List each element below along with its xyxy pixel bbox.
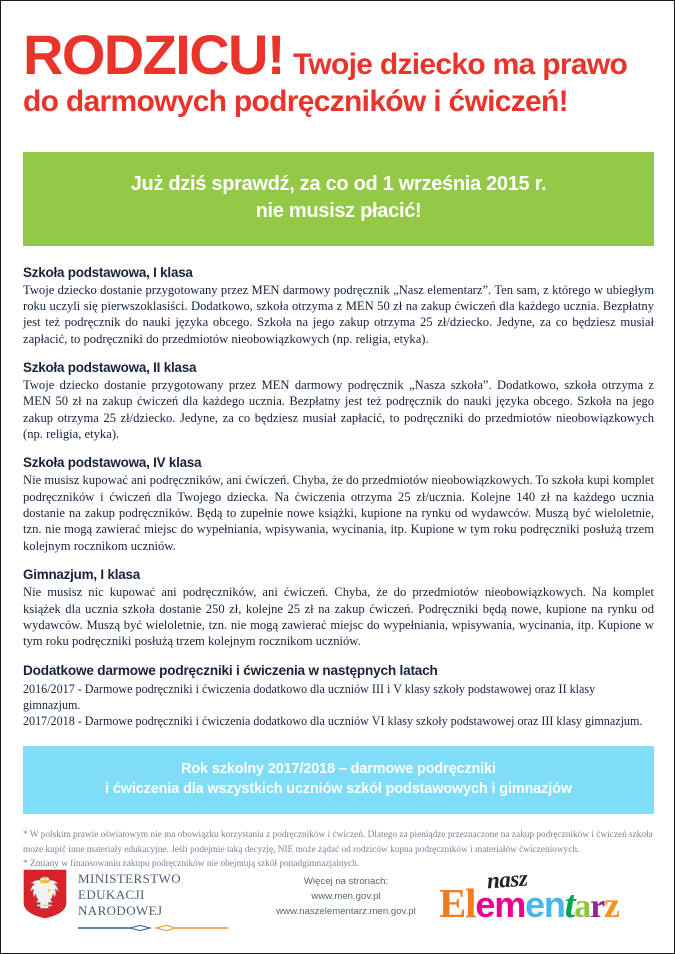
- section-title: Szkoła podstawowa, I klasa: [23, 264, 193, 280]
- ministry-line-2: EDUKACJI: [78, 887, 145, 903]
- section-title: Szkoła podstawowa, II klasa: [23, 359, 197, 375]
- link-naszelementarz[interactable]: www.naszelementarz.men.gov.pl: [276, 905, 416, 917]
- green-banner-line-1: Już dziś sprawdź, za co od 1 września 2015 r.: [130, 172, 547, 195]
- nasz-elementarz-logo: [439, 867, 654, 931]
- logo-letter-a: a: [574, 888, 591, 925]
- ministry-line-1: MINISTERSTWO: [78, 871, 182, 886]
- section-gimnazjum-1: [23, 567, 654, 649]
- poster-content: [23, 1, 654, 954]
- logo-letter-t: t: [564, 883, 575, 926]
- footnotes: [23, 828, 654, 871]
- section-title: Szkoła podstawowa, IV klasa: [23, 455, 202, 471]
- headline-subtext: Twoje dziecko ma prawo: [292, 48, 628, 81]
- logo-letter-z: z: [603, 885, 619, 925]
- section-szkola-podstawowa-2: [23, 360, 654, 442]
- sections-list: [23, 265, 654, 730]
- section-szkola-podstawowa-4: [23, 455, 654, 554]
- headline-rodzicu: RODZICU!: [23, 23, 284, 86]
- ministry-divider-ornament-icon: [78, 924, 228, 932]
- link-men-gov-pl[interactable]: www.men.gov.pl: [311, 890, 381, 902]
- logo-word-elementarz: [439, 880, 619, 926]
- section-title: Dodatkowe darmowe podręczniki i ćwiczenia w następnych latach: [23, 662, 438, 678]
- logo-letter-n: n: [543, 884, 565, 925]
- page-title: [23, 1, 654, 121]
- section-title: Gimnazjum, I klasa: [23, 567, 140, 583]
- logo-letter-e-1: e: [475, 884, 495, 925]
- polish-eagle-crest-icon: [23, 869, 67, 919]
- logo-word-nasz: nasz: [486, 865, 528, 894]
- section-body: Nie musisz nic kupować ani podręczników, ani ćwiczeń. Chyba, że do przedmiotów nieobowiązkowych. Na komplet książek dla ucznia szkoła dostanie 250 zł, kolejne 25 zł na zakup ćwiczeń. Podręczniki będą nowe, kupione na rynku od wydawców. Muszą być wieloletnie, tzn. nie mogą zawierać miejsc do wypełniania, wpisywania, wycinania, itp. Kupione w tym roku podręczniki posłużą trzem kolejnym rocznikom uczniów.: [23, 585, 654, 649]
- ministry-name: [78, 869, 228, 932]
- green-callout-banner: [23, 152, 654, 246]
- green-banner-line-2: nie musisz płacić!: [255, 199, 422, 222]
- headline-line-2: do darmowych podręczników i ćwiczeń!: [23, 85, 568, 118]
- links-heading: Więcej na stronach:: [303, 876, 389, 887]
- section-additional-years: [23, 663, 654, 730]
- logo-letter-l: l: [465, 880, 476, 926]
- additional-year-2016-2017: 2016/2017 - Darmowe podręczniki i ćwiczenia dodatkowo dla uczniów III i V klasy szkoły podstawowej oraz II klasy gimnazjum.: [23, 681, 596, 712]
- ministry-logo-block: [23, 867, 253, 932]
- website-links: [253, 867, 439, 920]
- logo-letter-r: r: [590, 888, 604, 925]
- blue-banner-line-1: Rok szkolny 2017/2018 – darmowe podręczniki: [181, 760, 496, 777]
- logo-letter-m: m: [494, 884, 525, 925]
- section-szkola-podstawowa-1: [23, 265, 654, 347]
- ministry-line-3: NARODOWEJ: [78, 903, 163, 919]
- logo-letter-E: E: [439, 880, 466, 926]
- footnote-2: * Zmiany w finansowaniu zakupu podręczników nie obejmują szkół ponadgimnazjalnych.: [23, 859, 360, 870]
- blue-callout-banner: [23, 746, 654, 815]
- section-body: Twoje dziecko dostanie przygotowany przez MEN darmowy podręcznik „Nasz elementarz”. Ten sam, z którego w ubiegłym roku uczyli się pierwszoklasiści. Dodatkowo, szkoła otrzyma z MEN 50 zł na zakup ćwiczeń dla każdego ucznia. Bezpłatny jest też podręcznik do nauki języka obcego. Szkoła na jego zakup otrzyma 25 zł/dziecko. Jedyne, za co będziesz musiał zapłacić, to podręczniki do przedmiotów nieobowiązkowych (np. religia, etyka).: [23, 282, 654, 346]
- section-body: Twoje dziecko dostanie przygotowany przez MEN darmowy podręcznik „Nasza szkoła”. Dodatkowo, szkoła otrzyma z MEN 50 zł na zakup ćwiczeń dla każdego ucznia. Bezpłatny jest też podręcznik do nauki języka obcego. Szkoła na jego zakup otrzyma 25 zł/dziecko. Jedyne, za co będziesz musiał zapłacić, to podręczniki do przedmiotów nieobowiązkowych (np. religia, etyka).: [23, 377, 654, 442]
- blue-banner-line-2: i ćwiczenia dla wszystkich uczniów szkół podstawowych i gimnazjów: [105, 781, 572, 798]
- logo-letter-e-2: e: [525, 884, 544, 925]
- additional-year-2017-2018: 2017/2018 - Darmowe podręczniki i ćwiczenia dodatkowo dla uczniów VI klasy szkoły podstawowej oraz III klasy gimnazjum.: [23, 714, 643, 729]
- headline-line-1: [23, 23, 654, 86]
- section-body: Nie musisz kupować ani podręczników, ani ćwiczeń. Chyba, że do przedmiotów nieobowiązkowych. To szkoła kupi komplet podręczników i ćwiczeń dla Twojego dziecka. Na ćwiczenia otrzyma 25 zł/ucznia. Kolejne 140 zł na każdego ucznia dostanie na zakup podręczników. Będą to zupełnie nowe książki, kupione na rynku od wydawców. Muszą być wieloletnie, tzn. nie mogą zawierać miejsc do wypełniania, wpisywania, wycinania, itp. Kupione w tym roku podręczniki posłużą trzem kolejnym rocznikom uczniów.: [23, 473, 654, 553]
- footer: [23, 867, 654, 939]
- footnote-1: * W polskim prawie oświatowym nie ma obowiązku korzystania z podręczników i ćwiczeń. Dlatego za pieniądze przeznaczone na zakup podręczników i ćwiczeń szkoła może kupić inne materiały edukacyjne. Jeśli podejmie taką decyzję, NIE może żądać od rodziców kupna podręczników i materiałów ćwiczeniowych.: [23, 830, 653, 855]
